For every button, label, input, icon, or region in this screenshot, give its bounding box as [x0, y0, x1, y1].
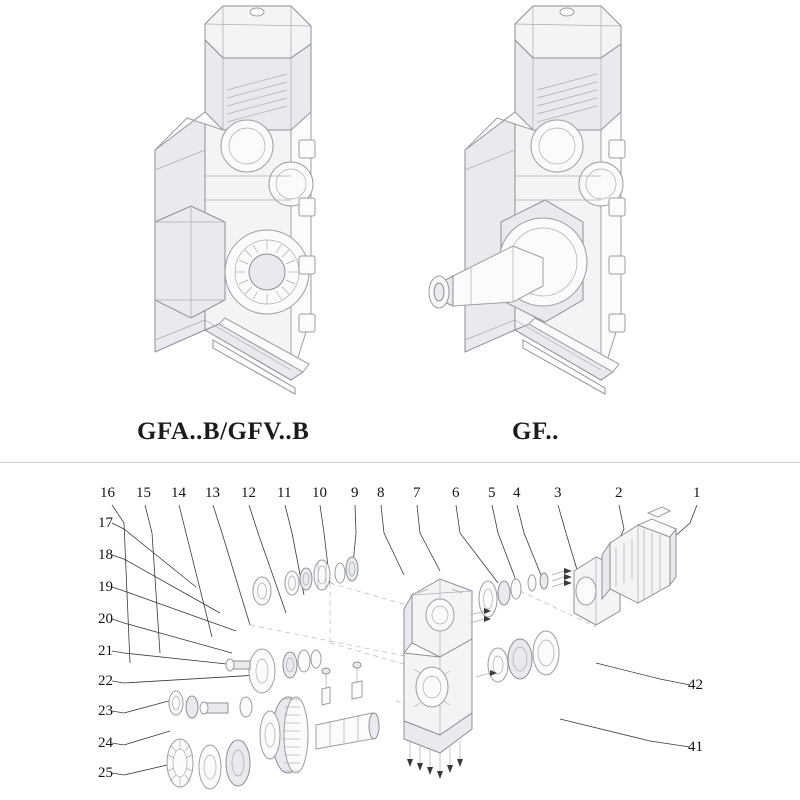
callout-15: 15	[136, 485, 151, 501]
callout-14: 14	[171, 485, 186, 501]
callout-19: 19	[98, 579, 113, 595]
callout-22: 22	[98, 673, 113, 689]
gear-wheel	[260, 697, 308, 773]
callout-42: 42	[688, 677, 703, 693]
callout-23: 23	[98, 703, 113, 719]
callout-25: 25	[98, 765, 113, 781]
callout-5: 5	[488, 485, 496, 501]
gearbox-housing-with-output-shaft-isometric-icon	[429, 6, 625, 394]
callout-6: 6	[452, 485, 460, 501]
callout-17: 17	[98, 515, 113, 531]
callout-21: 21	[98, 643, 113, 659]
callout-3: 3	[554, 485, 562, 501]
callout-24: 24	[98, 735, 113, 751]
callout-1: 1	[693, 485, 701, 501]
callout-20: 20	[98, 611, 113, 627]
callout-11: 11	[277, 485, 292, 501]
callout-13: 13	[205, 485, 220, 501]
gearbox-view-gfa-gfv	[95, 0, 395, 400]
callout-16: 16	[100, 485, 115, 501]
exploded-view-section	[0, 462, 800, 800]
callout-10: 10	[312, 485, 327, 501]
callout-2: 2	[615, 485, 623, 501]
callout-7: 7	[413, 485, 421, 501]
exploded-gearbox-assembly-icon	[0, 463, 800, 800]
caption-gf: GF..	[512, 418, 559, 445]
gearbox-housing-exploded	[404, 579, 472, 779]
callout-41: 41	[688, 739, 703, 755]
callout-8: 8	[377, 485, 385, 501]
gearbox-view-gf	[405, 0, 705, 400]
caption-gfa-gfv: GFA..B/GFV..B	[137, 418, 310, 445]
gearbox-housing-isometric-icon	[155, 6, 315, 394]
callout-9: 9	[351, 485, 359, 501]
callout-12: 12	[241, 485, 256, 501]
callout-4: 4	[513, 485, 521, 501]
callout-18: 18	[98, 547, 113, 563]
motor	[602, 507, 676, 603]
pinion-shafts	[316, 662, 379, 749]
